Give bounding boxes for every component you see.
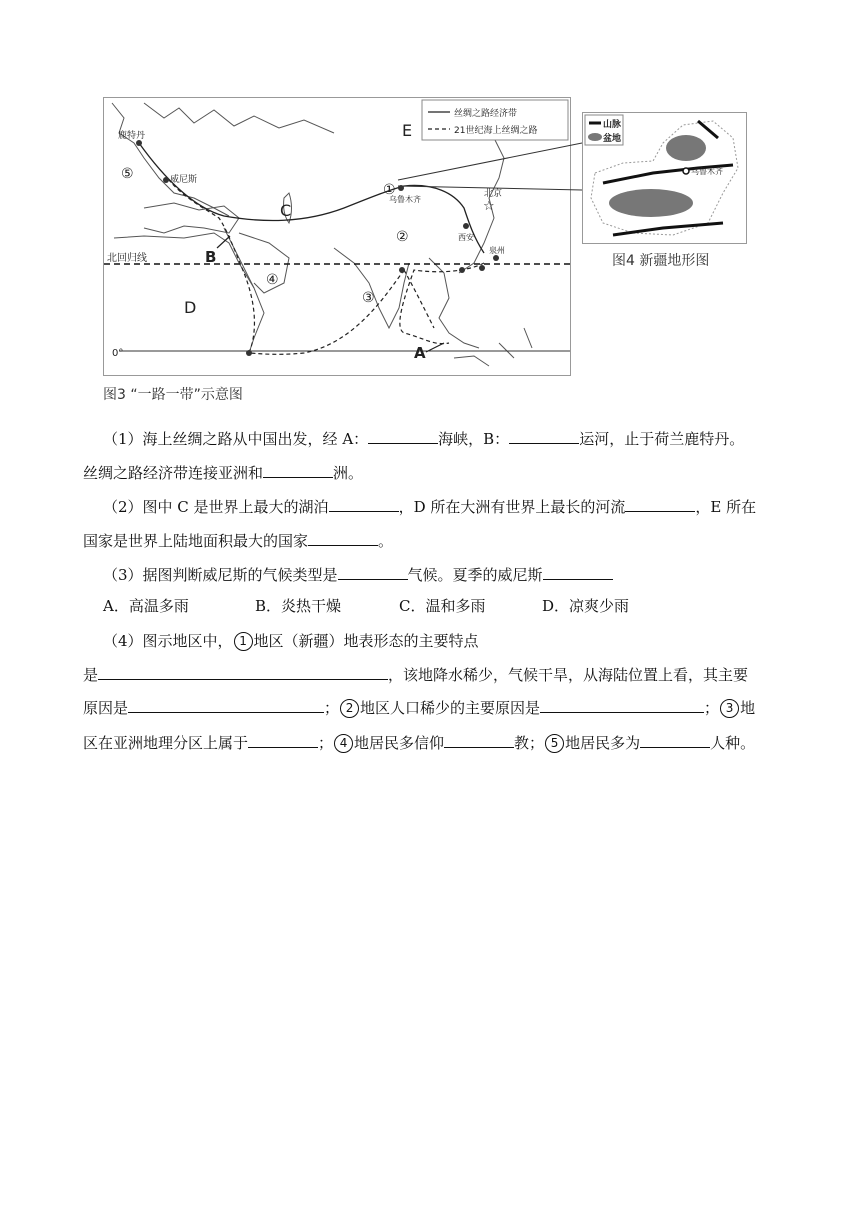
- q4-text-i: 地: [740, 699, 756, 717]
- figure3-caption: 图3 “一路一带”示意图: [103, 387, 243, 403]
- q4-blank-landform[interactable]: [98, 664, 388, 680]
- q2-text-a: （2）图中 C 是世界上最大的湖泊: [103, 498, 329, 516]
- q4-text-f: ；: [324, 699, 340, 717]
- q2-text-c: ，E 所在: [695, 498, 757, 516]
- q3-option-d[interactable]: D．凉爽少雨: [542, 597, 630, 615]
- urumqi-inset-label: 乌鲁木齐: [691, 167, 723, 176]
- beijing-star-icon: ☆: [483, 199, 495, 214]
- region-label-3: ③: [362, 290, 375, 306]
- circled-1: 1: [234, 632, 253, 651]
- q1-text-d: 丝绸之路经济带连接亚洲和: [83, 464, 264, 482]
- q4-text-l: 地居民多信仰: [354, 734, 445, 752]
- q4-text-g: 地区人口稀少的主要原因是: [360, 699, 541, 717]
- xian-label: 西安: [458, 233, 474, 242]
- q4-blank-reason[interactable]: [128, 697, 324, 713]
- q2-blank-river[interactable]: [625, 496, 695, 512]
- q4-line2: [83, 664, 748, 685]
- q4-blank-religion[interactable]: [444, 732, 514, 748]
- q1-text-a: （1）海上丝绸之路从中国出发，经 A：: [103, 430, 369, 448]
- region-label-4: ④: [266, 272, 279, 288]
- region-label-1: ①: [383, 182, 396, 198]
- altai-mountain: [698, 121, 718, 138]
- circled-2: 2: [340, 699, 359, 718]
- legend-land-route: 丝绸之路经济带: [454, 109, 518, 119]
- label-C: C: [280, 201, 292, 220]
- q3-options: [103, 596, 629, 616]
- circled-3: 3: [720, 699, 739, 718]
- urumqi-circle: [683, 168, 689, 174]
- q1-blank-canal[interactable]: [509, 428, 579, 444]
- q4-text-a: （4）图示地区中，: [103, 632, 233, 650]
- xinjiang-map-svg: [583, 113, 746, 243]
- figure4-caption: 图4 新疆地形图: [612, 253, 710, 269]
- tarim-basin: [609, 189, 693, 217]
- dzungaria-basin: [666, 135, 706, 161]
- venice-label: 威尼斯: [170, 175, 198, 185]
- q4-line4: [83, 732, 755, 753]
- q1-text-e: 洲。: [333, 464, 364, 482]
- region-label-2: ②: [396, 229, 409, 245]
- q3-option-b[interactable]: B．炎热干燥: [255, 597, 342, 615]
- q4-text-k: ；: [318, 734, 334, 752]
- q1-blank-continent[interactable]: [263, 462, 333, 478]
- rotterdam-label: 鹿特丹: [118, 131, 146, 141]
- q4-blank-region[interactable]: [248, 732, 318, 748]
- label-E: E: [402, 121, 413, 140]
- legend-sea-route: 21世纪海上丝绸之路: [454, 126, 538, 136]
- beijing-label: 北京: [484, 189, 503, 199]
- q3-option-a[interactable]: A．高温多雨: [103, 597, 189, 615]
- port-dot-4: [246, 350, 252, 356]
- q2-blank-country[interactable]: [308, 530, 378, 546]
- label-A: A: [414, 344, 426, 362]
- q2-text-d: 国家是世界上陆地面积最大的国家: [83, 532, 309, 550]
- label-D: D: [184, 298, 197, 317]
- q2-blank-lake[interactable]: [329, 496, 399, 512]
- q3-blank-choice[interactable]: [543, 564, 613, 580]
- q1-blank-strait[interactable]: [368, 428, 438, 444]
- quanzhou-label: 泉州: [489, 246, 505, 255]
- q2-text-e: 。: [378, 532, 394, 550]
- q3-blank-climate[interactable]: [338, 564, 408, 580]
- q2-line2: [83, 530, 393, 551]
- circled-5: 5: [545, 734, 564, 753]
- q4-text-c: 是: [83, 666, 99, 684]
- q4-text-b: 地区（新疆）地表形态的主要特点: [253, 632, 479, 650]
- q4-text-o: 人种。: [710, 734, 756, 752]
- circled-4: 4: [334, 734, 353, 753]
- q3-text-a: （3）据图判断威尼斯的气候类型是: [103, 566, 338, 584]
- urumqi-label: 乌鲁木齐: [389, 195, 421, 204]
- q1-line1: [103, 428, 744, 449]
- islands: [454, 328, 532, 366]
- q1-line2: [83, 462, 363, 483]
- label-B: B: [205, 248, 217, 266]
- lon0-label: 0°: [112, 348, 124, 359]
- q4-text-m: 教；: [514, 734, 545, 752]
- q3-text-b: 气候。夏季的威尼斯: [407, 566, 543, 584]
- q2-text-b: ，D 所在大洲有世界上最长的河流: [398, 498, 626, 516]
- tropic-label: 北回归线: [107, 253, 147, 264]
- region-label-5: ⑤: [121, 166, 134, 182]
- q4-blank-race[interactable]: [640, 732, 710, 748]
- xinjiang-map: [582, 112, 747, 244]
- q1-text-b: 海峡，B：: [438, 430, 510, 448]
- q4-text-j: 区在亚洲地理分区上属于: [83, 734, 249, 752]
- q4-text-n: 地居民多为: [565, 734, 641, 752]
- q4-text-d: ，该地降水稀少，气候干旱，从海陆位置上看，其主要: [388, 666, 749, 684]
- q4-text-h: ；: [704, 699, 720, 717]
- q4-line1: [103, 631, 479, 651]
- q1-text-c: 运河，止于荷兰鹿特丹。: [579, 430, 745, 448]
- legend-basin: 盆地: [603, 134, 622, 144]
- q2-line1: [103, 496, 756, 517]
- kunlun-mountain: [613, 223, 723, 235]
- q3-option-c[interactable]: C．温和多雨: [399, 597, 486, 615]
- q3-line1: [103, 564, 613, 585]
- q4-line3: [83, 697, 755, 718]
- q4-blank-population[interactable]: [540, 697, 704, 713]
- legend-mountain: 山脉: [603, 120, 622, 130]
- q4-text-e: 原因是: [83, 699, 129, 717]
